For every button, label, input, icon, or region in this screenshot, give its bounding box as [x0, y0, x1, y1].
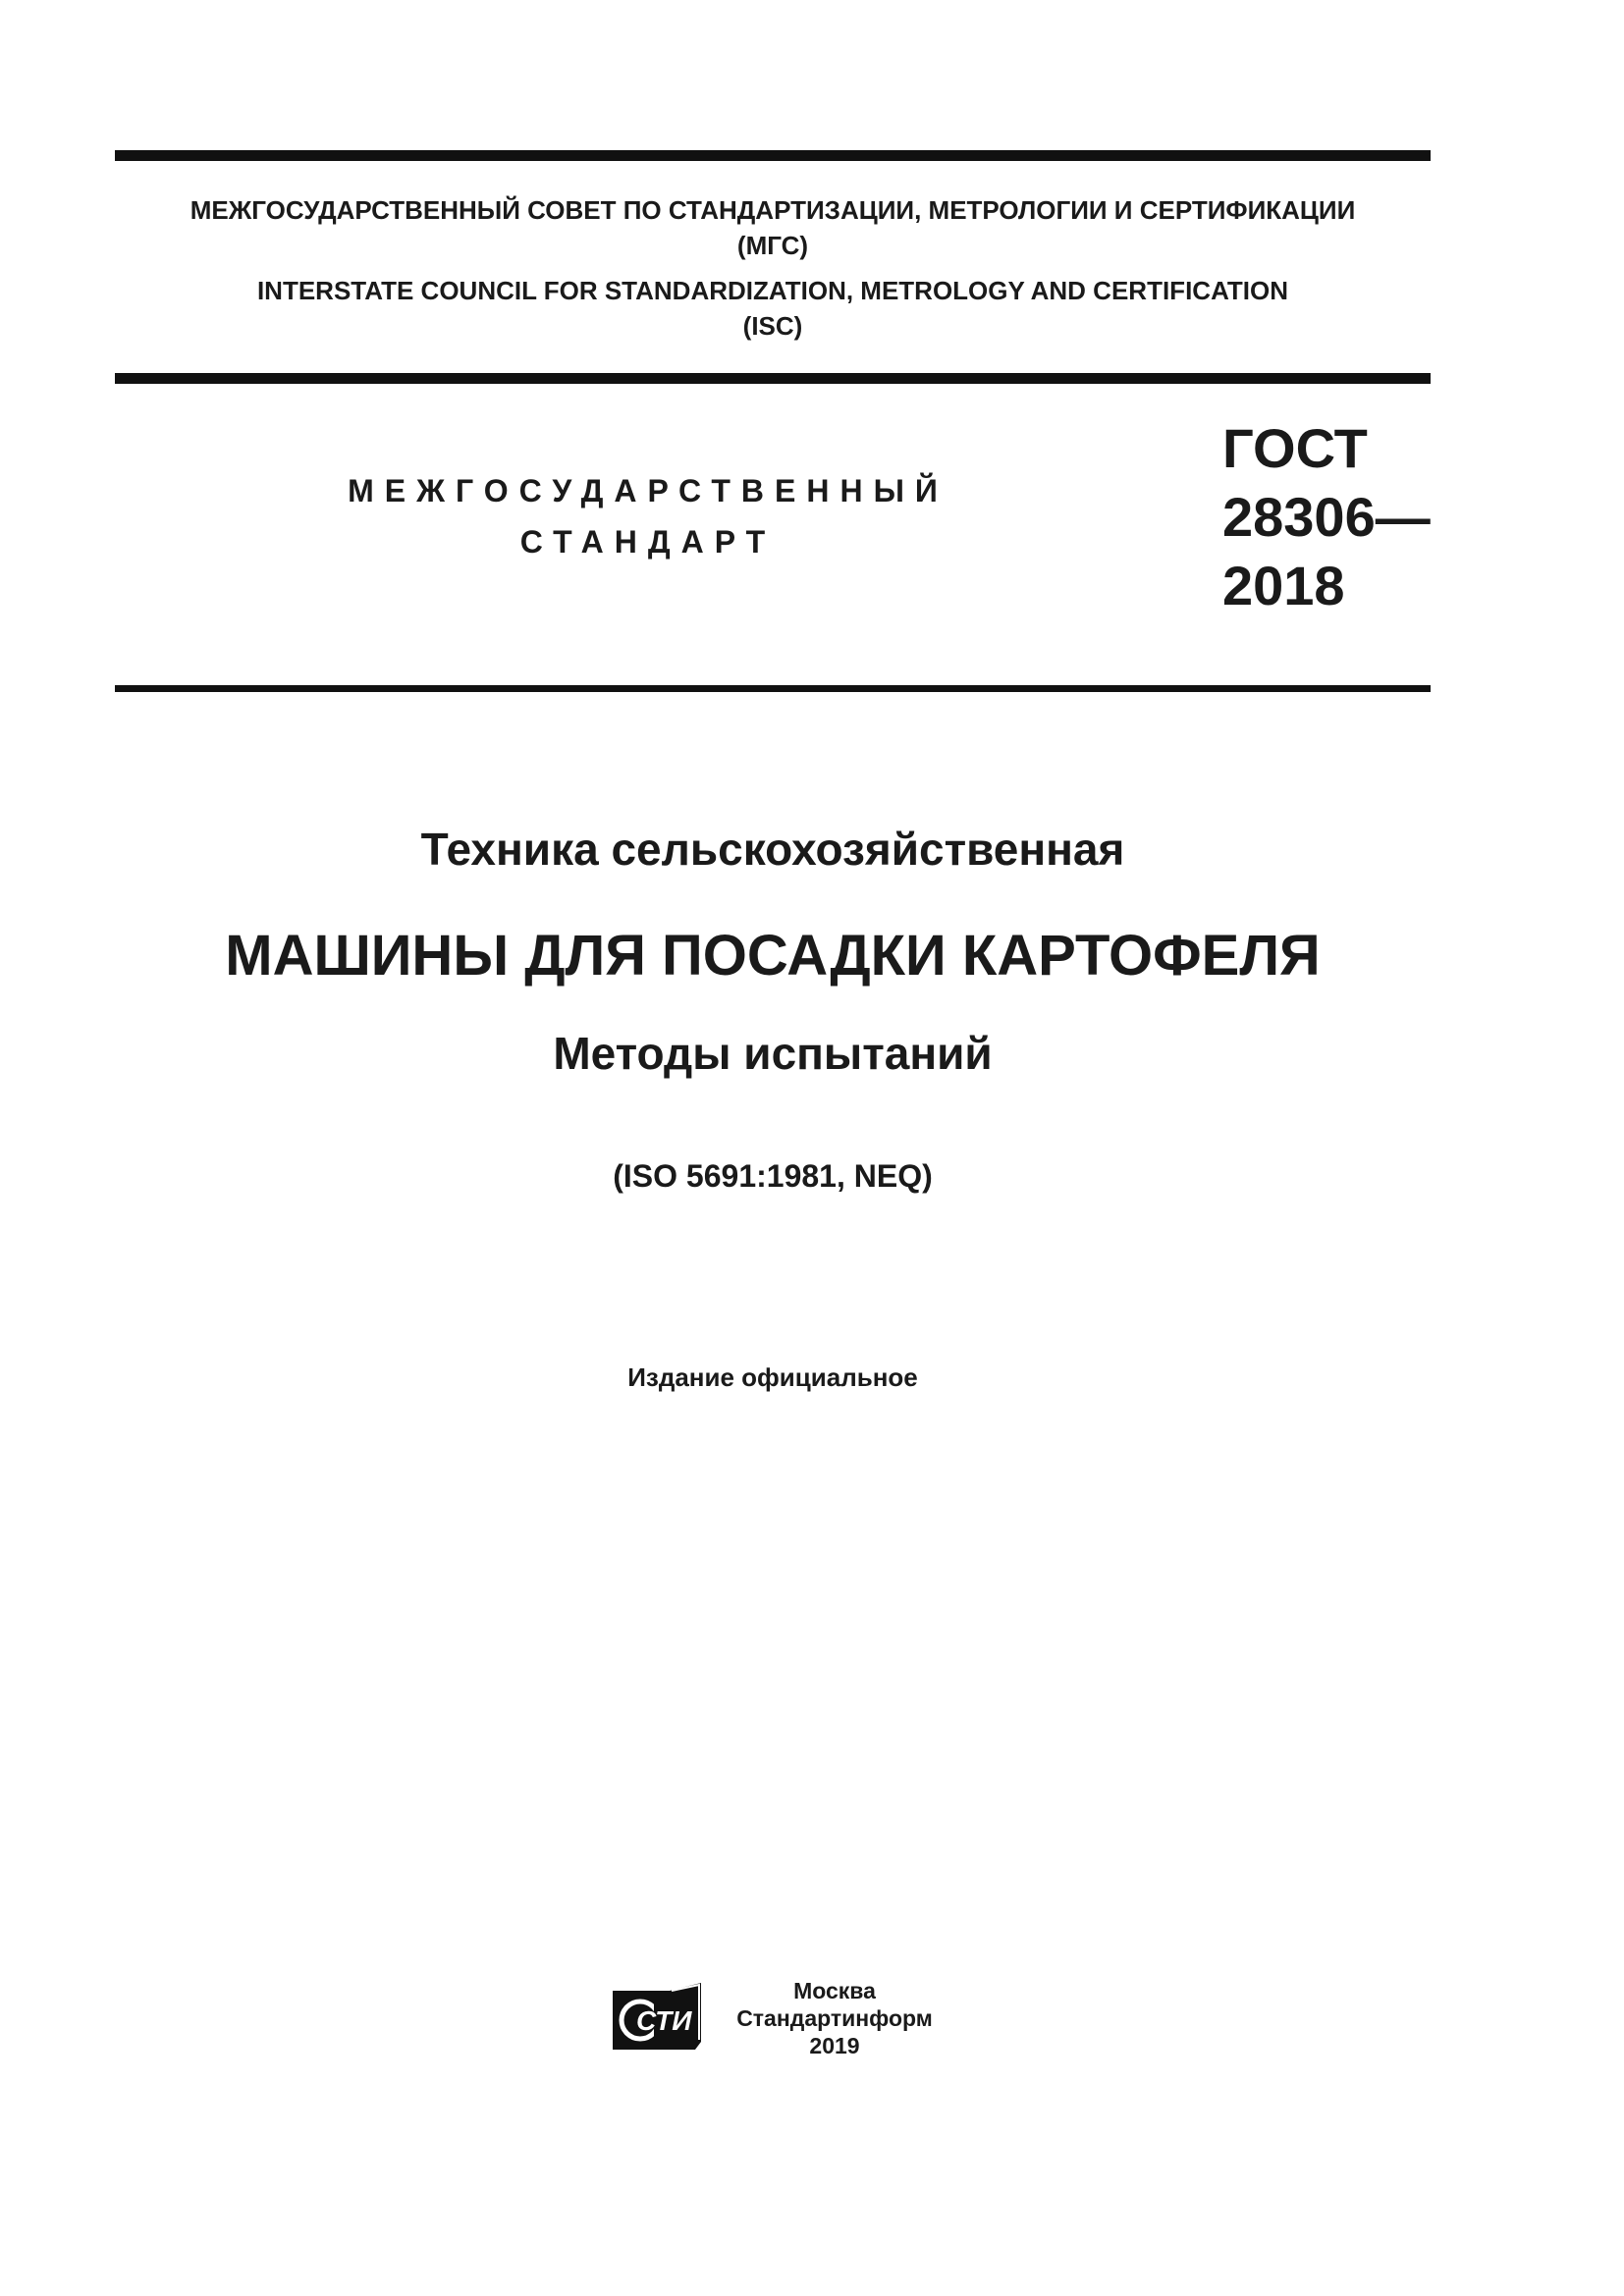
council-name-ru-line1: МЕЖГОСУДАРСТВЕННЫЙ СОВЕТ ПО СТАНДАРТИЗАЦИИ, МЕТРОЛОГИИ И СЕРТИФИКАЦИИ — [189, 195, 1356, 225]
gost-number: 28306— — [1222, 486, 1431, 548]
council-abbr-en: (ISC) — [742, 311, 803, 341]
iso-reference: (ISO 5691:1981, NEQ) — [613, 1158, 933, 1194]
publisher-name: Стандартинформ — [736, 2005, 933, 2031]
gost-year: 2018 — [1222, 555, 1345, 616]
standartinform-logo-icon — [611, 1981, 705, 2052]
gost-prefix: ГОСТ — [1222, 417, 1368, 479]
council-name-en — [115, 273, 1431, 344]
standard-type-line1: МЕЖГОСУДАРСТВЕННЫЙ — [348, 473, 948, 508]
publisher-block — [727, 1977, 943, 2059]
gost-designation — [1222, 414, 1431, 620]
standard-type-label — [295, 465, 1001, 567]
document-category: Техника сельскохозяйственная — [420, 824, 1125, 875]
council-name-en-line1: INTERSTATE COUNCIL FOR STANDARDIZATION, METROLOGY AND CERTIFICATION — [256, 276, 1289, 305]
standard-type-line2: СТАНДАРТ — [519, 524, 777, 560]
top-rule — [115, 150, 1431, 161]
middle-rule — [115, 373, 1431, 384]
council-abbr-ru: (МГС) — [736, 231, 809, 260]
publisher-city: Москва — [793, 1978, 876, 2003]
publisher-year: 2019 — [809, 2033, 860, 2058]
bottom-rule — [115, 685, 1431, 692]
document-title: МАШИНЫ ДЛЯ ПОСАДКИ КАРТОФЕЛЯ — [225, 924, 1321, 988]
document-subtitle: Методы испытаний — [553, 1028, 993, 1079]
council-name-ru — [115, 192, 1431, 263]
edition-note: Издание официальное — [627, 1362, 918, 1392]
logo-lettering: СТИ — [636, 2005, 692, 2036]
